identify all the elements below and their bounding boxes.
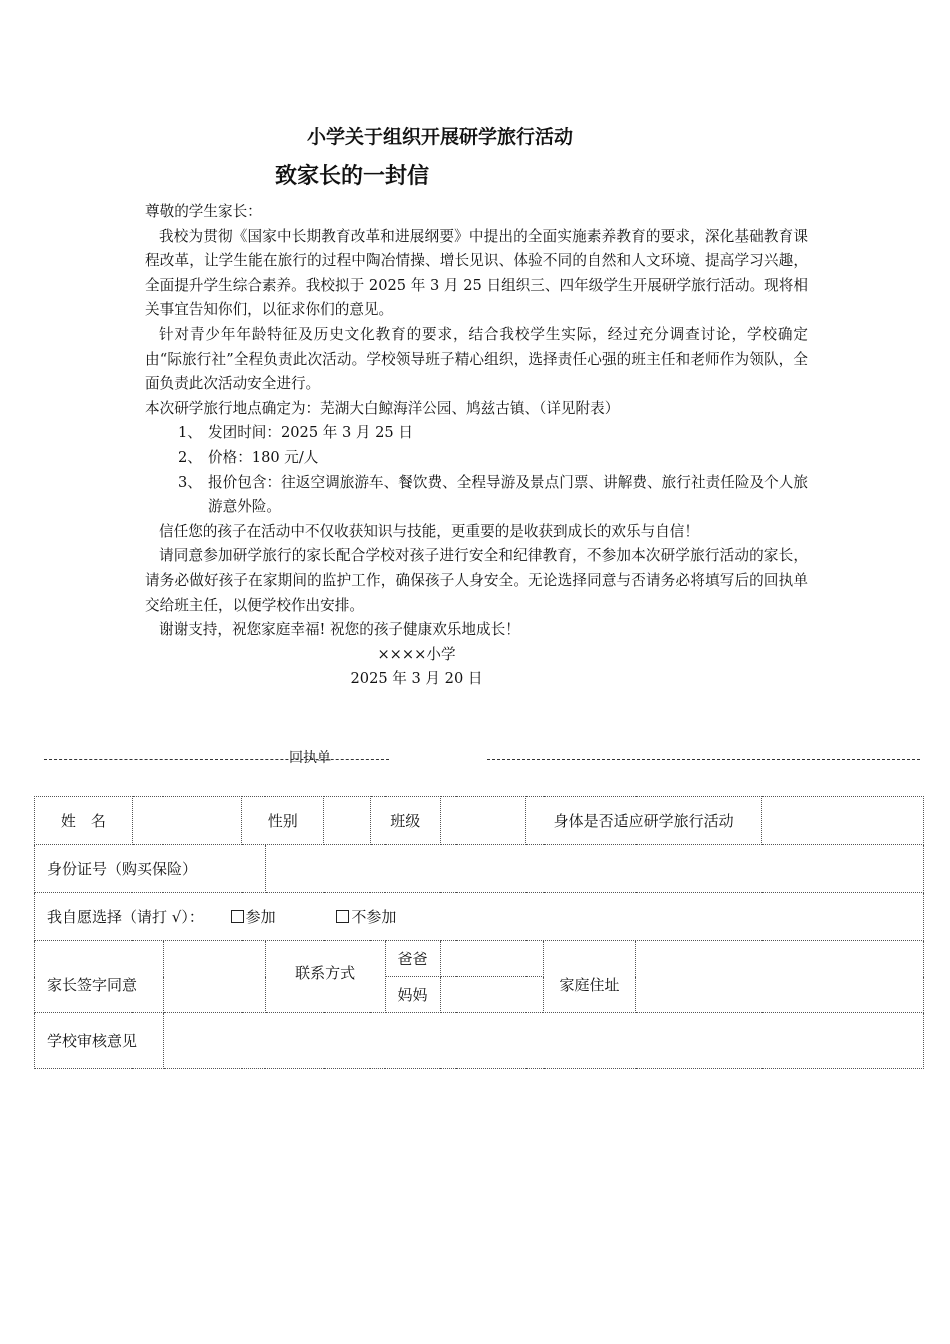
mom-label: 妈妈 [385,977,440,1013]
school-review-label: 学校审核意见 [35,1013,164,1069]
choice-row [35,893,924,941]
list-number: 3、 [178,473,202,491]
name-label: 姓 名 [35,797,133,845]
join-checkbox[interactable] [231,910,244,923]
list-item [145,446,808,471]
letter-date: 2025 年 3 月 20 日 [350,670,483,688]
greeting: 尊敬的学生家长： [145,203,262,220]
receipt-form [34,796,924,1069]
gender-field[interactable] [324,797,371,845]
dad-phone-field[interactable] [440,941,544,977]
paragraph-thanks: 谢谢支持，祝您家庭幸福! 祝您的孩子健康欢乐地成长！ [159,621,520,639]
address-label: 家庭住址 [544,941,636,1013]
paragraph-intro: 我校为贯彻《国家中长期教育改革和进展纲要》中提出的全面实施素养教育的要求，深化基础教育课程改革，让学生能在旅行的过程中陶冶情操、增长见识、体验不同的自然和人文环境、提高学习兴趣，全面提升学生综合素养。我校拟于 2025 年 3 月 25 日组织三、四年级学生开展研学旅行活动。现将相关事宜告知你们，以征求你们的意见。 [145,227,808,319]
id-card-field[interactable] [265,845,923,893]
class-label: 班级 [370,797,440,845]
contact-label: 联系方式 [265,941,385,1013]
health-label: 身体是否适应研学旅行活动 [526,797,762,845]
name-field[interactable] [132,797,241,845]
list-text: 报价包含：往返空调旅游车、餐饮费、全程导游及景点门票、讲解费、旅行社责任险及个人旅游意外险。 [208,473,808,516]
signature: ××××小学 [377,645,456,663]
letter-body [145,200,808,692]
list-number: 1、 [178,424,202,442]
choice-prompt: 我自愿选择（请打 √）： [47,908,204,926]
join-label: 参加 [245,908,276,926]
not-join-checkbox[interactable] [336,910,349,923]
parent-sign-field[interactable] [163,941,265,1013]
paragraph-organizer: 针对青少年年龄特征及历史文化教育的要求，结合我校学生实际，经过充分调查讨论，学校确定由“际旅行社”全程负责此次活动。学校领导班子精心组织，选择责任心强的班主任和老师作为领队，全面负责此次活动安全进行。 [145,325,808,393]
list-number: 2、 [178,448,202,466]
list-text: 价格：180 元/人 [208,448,319,466]
gender-label: 性别 [242,797,324,845]
school-review-field[interactable] [163,1013,923,1069]
paragraph-trust: 信任您的孩子在活动中不仅收获知识与技能，更重要的是收获到成长的欢乐与自信！ [159,522,699,540]
id-card-label: 身份证号（购买保险） [35,845,266,893]
paragraph-request: 请同意参加研学旅行的家长配合学校对孩子进行安全和纪律教育，不参加本次研学旅行活动的家长，请务必做好孩子在家期间的监护工作，确保孩子人身安全。无论选择同意与否请务必将填写后的回执单交给班主任，以便学校作出安排。 [145,547,808,614]
paragraph-location: 本次研学旅行地点确定为：芜湖大白鲸海洋公园、鸠兹古镇、（详见附表） [145,399,620,417]
join-option[interactable] [231,908,276,926]
health-field[interactable] [762,797,924,845]
receipt-label: 回执单 [289,750,331,766]
list-item [145,471,808,520]
title-line-1: 小学关于组织开展研学旅行活动 [306,126,573,148]
list-text: 发团时间：2025 年 3 月 25 日 [208,424,413,442]
mom-phone-field[interactable] [440,977,544,1013]
not-join-option[interactable] [336,908,396,926]
class-field[interactable] [440,797,526,845]
title-line-2: 致家长的一封信 [274,164,429,189]
list-item [145,421,808,446]
not-join-label: 不参加 [351,908,397,926]
dad-label: 爸爸 [385,941,440,977]
parent-sign-label: 家长签字同意 [35,941,164,1013]
address-field[interactable] [636,941,924,1013]
